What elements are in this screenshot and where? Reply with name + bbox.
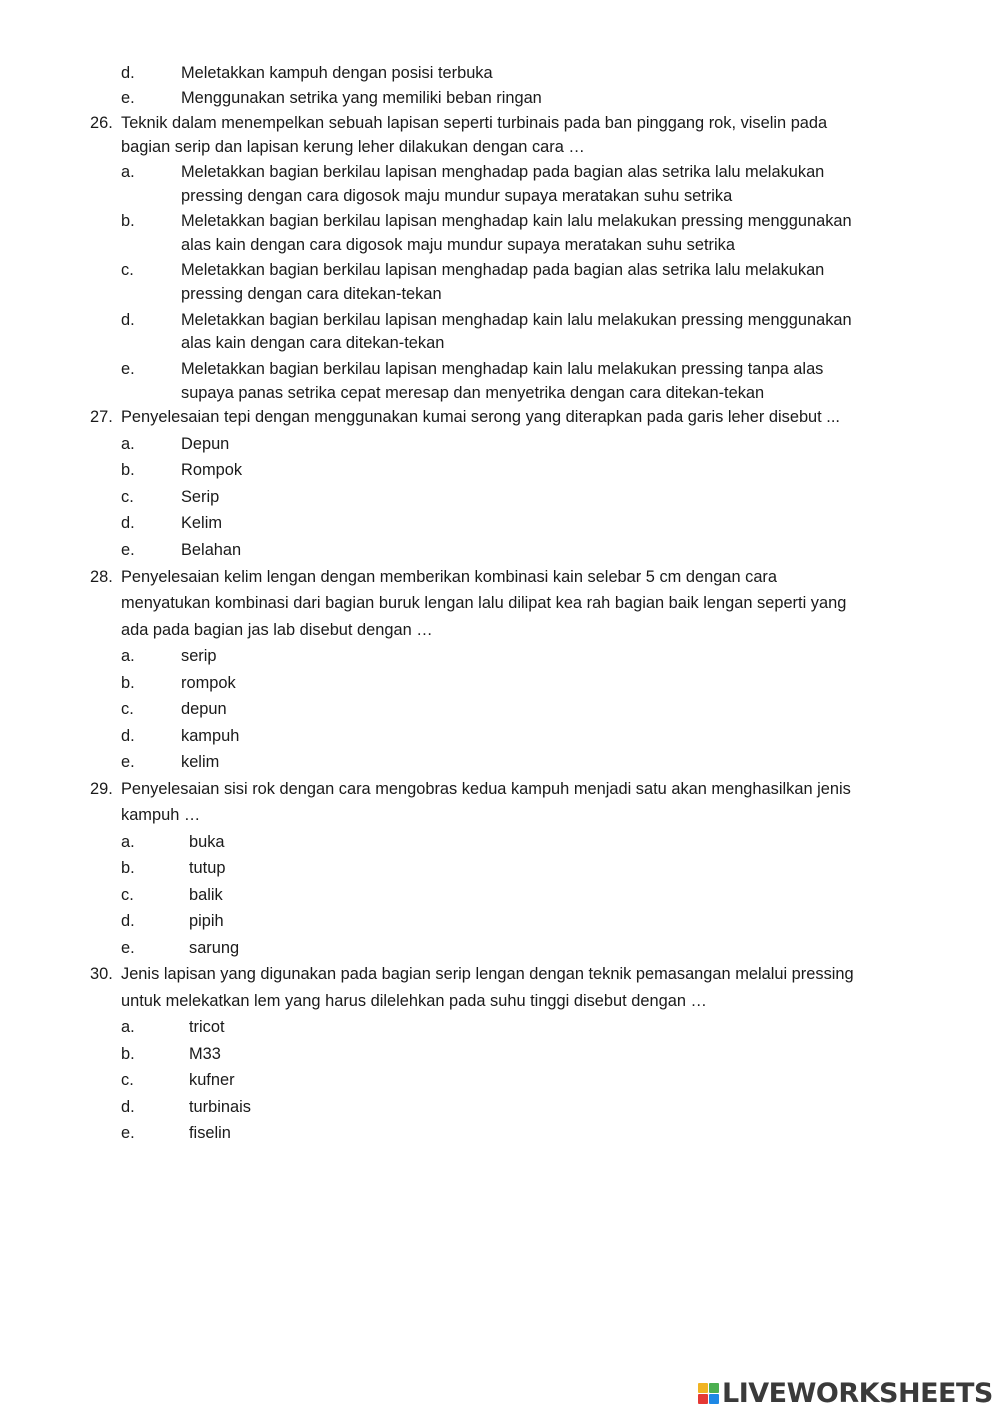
option-text: Meletakkan kampuh dengan posisi terbuka (181, 64, 493, 82)
option-text: Kelim (181, 514, 222, 532)
option-letter: d. (121, 514, 135, 532)
option-letter: c. (121, 1071, 134, 1089)
option-letter: e. (121, 1124, 135, 1142)
logo-tile (709, 1383, 719, 1393)
option-text: alas kain dengan cara ditekan-tekan (181, 334, 445, 352)
option-text: serip (181, 647, 217, 665)
option-text: Rompok (181, 461, 243, 479)
option-text: pressing dengan cara ditekan-tekan (181, 285, 442, 303)
option-letter: a. (121, 163, 135, 181)
option-letter: d. (121, 727, 135, 745)
logo-tiles-icon (698, 1383, 719, 1404)
question-text: Penyelesaian kelim lengan dengan memberikan kombinasi kain selebar 5 cm dengan cara (121, 568, 778, 586)
option-letter: b. (121, 212, 135, 230)
option-letter: a. (121, 1018, 135, 1036)
question-text: Jenis lapisan yang digunakan pada bagian serip lengan dengan teknik pemasangan melalui pressing (121, 965, 854, 983)
option-text: rompok (181, 674, 236, 692)
option-letter: e. (121, 360, 135, 378)
option-letter: a. (121, 833, 135, 851)
option-letter: d. (121, 64, 135, 82)
option-text: Belahan (181, 541, 242, 559)
question-text: Penyelesaian tepi dengan menggunakan kumai serong yang diterapkan pada garis leher disebut ... (121, 408, 840, 426)
logo-tile (709, 1394, 719, 1404)
option-text: tricot (189, 1018, 225, 1036)
logo-tile (698, 1394, 708, 1404)
option-letter: e. (121, 89, 135, 107)
option-text: depun (181, 700, 227, 718)
option-letter: a. (121, 435, 135, 453)
option-text: M33 (189, 1045, 221, 1063)
option-text: fiselin (189, 1124, 231, 1142)
option-text: Meletakkan bagian berkilau lapisan menghadap pada bagian alas setrika lalu melakukan (181, 261, 825, 279)
option-text: kufner (189, 1071, 235, 1089)
option-text: turbinais (189, 1098, 251, 1116)
logo-text: LIVEWORKSHEETS (722, 1377, 993, 1409)
option-letter: c. (121, 488, 134, 506)
option-text: Depun (181, 435, 230, 453)
option-text: Meletakkan bagian berkilau lapisan menghadap pada bagian alas setrika lalu melakukan (181, 163, 825, 181)
question-text: untuk melekatkan lem yang harus dilelehkan pada suhu tinggi disebut dengan … (121, 992, 707, 1010)
option-text: pipih (189, 912, 224, 930)
option-text: pressing dengan cara digosok maju mundur supaya meratakan suhu setrika (181, 187, 733, 205)
option-letter: e. (121, 541, 135, 559)
option-letter: d. (121, 912, 135, 930)
option-letter: b. (121, 1045, 135, 1063)
question-number: 27. (90, 408, 113, 426)
option-letter: c. (121, 700, 134, 718)
option-letter: c. (121, 261, 134, 279)
option-text: Meletakkan bagian berkilau lapisan menghadap kain lalu melakukan pressing tanpa alas (181, 360, 824, 378)
question-text: Penyelesaian sisi rok dengan cara mengobras kedua kampuh menjadi satu akan menghasilkan jenis (121, 780, 851, 798)
question-text: kampuh … (121, 806, 201, 824)
liveworksheets-logo (698, 1378, 993, 1408)
option-letter: a. (121, 647, 135, 665)
option-text: kelim (181, 753, 220, 771)
option-text: Meletakkan bagian berkilau lapisan menghadap kain lalu melakukan pressing menggunakan (181, 311, 852, 329)
logo-tile (698, 1383, 708, 1393)
option-text: kampuh (181, 727, 240, 745)
option-text: alas kain dengan cara digosok maju mundur supaya meratakan suhu setrika (181, 236, 735, 254)
option-text: Meletakkan bagian berkilau lapisan menghadap kain lalu melakukan pressing menggunakan (181, 212, 852, 230)
option-letter: d. (121, 1098, 135, 1116)
option-text: sarung (189, 939, 240, 957)
question-number: 30. (90, 965, 113, 983)
option-text: balik (189, 886, 223, 904)
option-text: Serip (181, 488, 220, 506)
option-letter: c. (121, 886, 134, 904)
option-text: buka (189, 833, 225, 851)
option-text: Menggunakan setrika yang memiliki beban ringan (181, 89, 542, 107)
question-number: 29. (90, 780, 113, 798)
question-number: 28. (90, 568, 113, 586)
option-text: supaya panas setrika cepat meresap dan menyetrika dengan cara ditekan-tekan (181, 384, 765, 402)
question-number: 26. (90, 114, 113, 132)
question-text: Teknik dalam menempelkan sebuah lapisan seperti turbinais pada ban pinggang rok, viselin pada (121, 114, 828, 132)
option-letter: b. (121, 859, 135, 877)
question-text: menyatukan kombinasi dari bagian buruk lengan lalu dilipat kea rah bagian baik lengan seperti yang (121, 594, 847, 612)
option-letter: e. (121, 753, 135, 771)
option-letter: e. (121, 939, 135, 957)
option-letter: b. (121, 461, 135, 479)
option-letter: d. (121, 311, 135, 329)
question-text: bagian serip dan lapisan kerung leher dilakukan dengan cara … (121, 138, 585, 156)
option-text: tutup (189, 859, 226, 877)
option-letter: b. (121, 674, 135, 692)
question-text: ada pada bagian jas lab disebut dengan … (121, 621, 433, 639)
